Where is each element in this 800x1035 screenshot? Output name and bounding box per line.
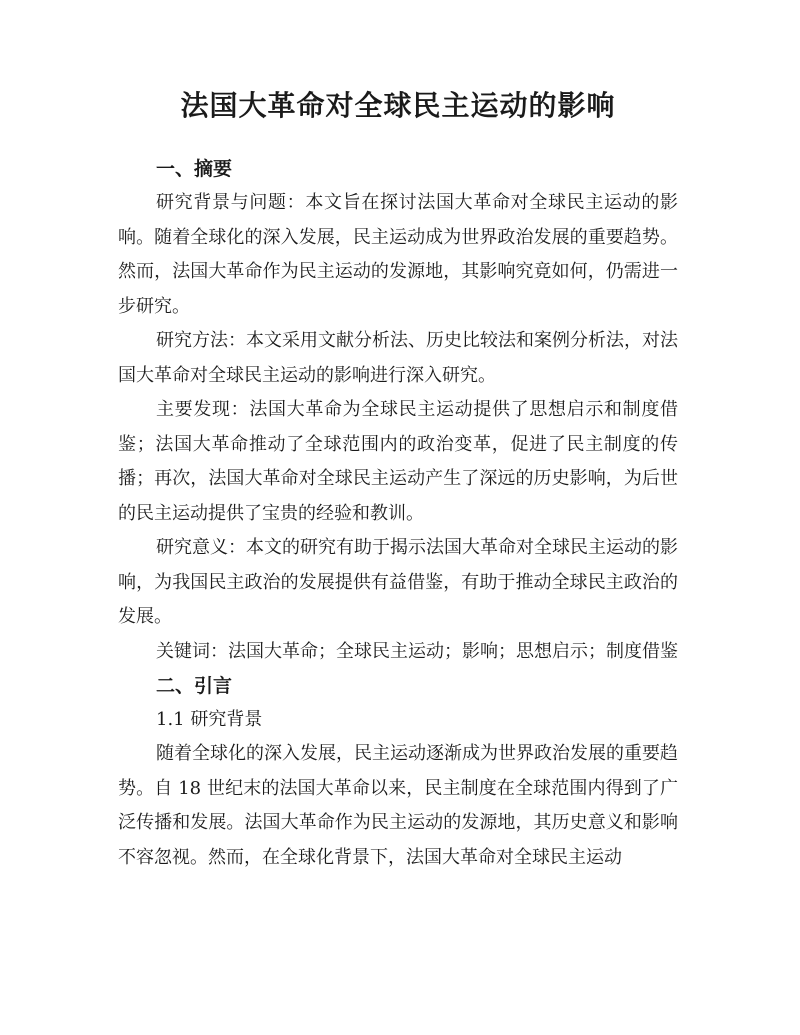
subsection-heading-research-background: 1.1 研究背景	[156, 709, 263, 730]
abstract-paragraph-background: 研究背景与问题：本文旨在探讨法国大革命对全球民主运动的影响。随着全球化的深入发展，民主运动成为世界政治发展的重要趋势。然而，法国大革命作为民主运动的发源地，其影响究竟如何，仍需进一步研究。	[118, 192, 678, 317]
document-page	[118, 86, 678, 875]
abstract-paragraph-significance: 研究意义：本文的研究有助于揭示法国大革命对全球民主运动的影响，为我国民主政治的发展提供有益借鉴，有助于推动全球民主政治的发展。	[118, 537, 678, 627]
document-title: 法国大革命对全球民主运动的影响	[180, 89, 616, 122]
abstract-paragraph-method: 研究方法：本文采用文献分析法、历史比较法和案例分析法，对法国大革命对全球民主运动的影响进行深入研究。	[118, 330, 678, 386]
section-heading-abstract: 一、摘要	[156, 158, 233, 180]
abstract-paragraph-findings: 主要发现：法国大革命为全球民主运动提供了思想启示和制度借鉴；法国大革命推动了全球范围内的政治变革，促进了民主制度的传播；再次，法国大革命对全球民主运动产生了深远的历史影响，为后世的民主运动提供了宝贵的经验和教训。	[118, 399, 678, 524]
abstract-keywords: 关键词：法国大革命；全球民主运动；影响；思想启示；制度借鉴	[156, 640, 678, 662]
introduction-paragraph: 随着全球化的深入发展，民主运动逐渐成为世界政治发展的重要趋势。自 18 世纪末的法国大革命以来，民主制度在全球范围内得到了广泛传播和发展。法国大革命作为民主运动的发源地，其历史意义和影响不容忽视。然而，在全球化背景下，法国大革命对全球民主运动	[118, 743, 678, 868]
section-heading-introduction: 二、引言	[156, 675, 233, 697]
